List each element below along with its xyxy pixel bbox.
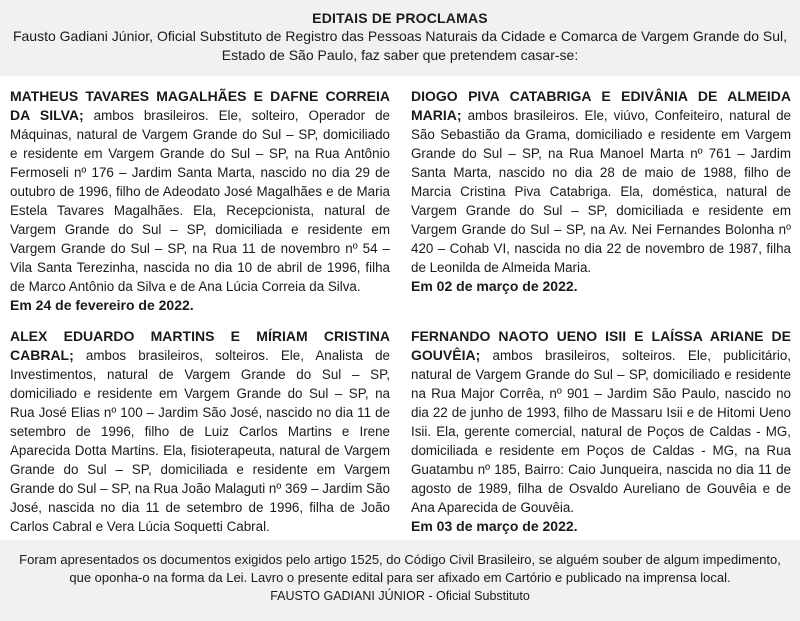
- edital-body: ambos brasileiros, solteiros. Ele, publicitário, natural de Vargem Grande do Sul – SP, domiciliado e residente na Rua Major Corrêa, nº 901 – Jardim São Paulo, nascido no dia 22 de junho de 1993, filho de Massaru Isii e de Hitomi Ueno Isii. Ela, gerente comercial, natural de Poços de Caldas - MG, domiciliada e residente em Poços de Caldas - MG, na Rua Guatambu nº 185, Bairro: Caio Junqueira, nascida no dia 11 de agosto de 1989, filha de Osvaldo Aureliano de Gouvêia e de Ana Aparecida de Gouvêia.: [411, 348, 791, 515]
- edital-date: Em 03 de março de 2022.: [411, 518, 578, 534]
- edital-4: [411, 327, 791, 536]
- edital-date: Em 24 de fevereiro de 2022.: [10, 297, 194, 313]
- edital-body: ambos brasileiros, solteiros. Ele, Analista de Investimentos, natural de Vargem Grande do Sul – SP, domiciliado e residente em Vargem Grande do Sul – SP, na Rua José Elias nº 100 – Jardim São José, nascido no dia 11 de setembro de 1996, filho de Luiz Carlos Martins e Irene Aparecida Dotta Martins. Ela, fisioterapeuta, natural de Vargem Grande do Sul – SP, domiciliada e residente em Vargem Grande do Sul – SP, na Rua João Malaguti nº 369 – Jardim São José, nascida no dia 11 de setembro de 1996, filha de João Carlos Cabral e Vera Lúcia Soquetti Cabral.: [10, 348, 390, 534]
- edital-text: [10, 87, 390, 296]
- edital-3: [10, 327, 390, 555]
- footer-line-2: que oponha-o na forma da Lei. Lavro o presente edital para ser afixado em Cartório e publicado na imprensa local.: [69, 570, 731, 585]
- footer-band: [0, 540, 800, 621]
- edital-body: ambos brasileiros. Ele, solteiro, Operador de Máquinas, natural de Vargem Grande do Sul – SP, domiciliado e residente em Vargem Grande do Sul – SP, na Rua Antônio Fermoseli nº 176 – Jardim Santa Marta, nascido no dia 29 de outubro de 1996, filho de Adeodato José Magalhães e de Maria Estela Tavares Magalhães. Ela, Recepcionista, natural de Vargem Grande do Sul – SP, domiciliada e residente em Vargem Grande do Sul – SP, na Rua 11 de novembro nº 54 – Vila Santa Terezinha, nascida no dia 10 de abril de 1996, filha de Marco Antônio da Silva e de Ana Lúcia Correia da Silva.: [10, 108, 391, 294]
- edital-text: [10, 327, 390, 536]
- couple-names: MATHEUS TAVARES MAGALHÃES E DAFNE CORREIA DA SILVA;: [10, 88, 390, 123]
- footer-signature: FAUSTO GADIANI JÚNIOR - Oficial Substituto: [270, 589, 530, 603]
- edital-text: [411, 327, 791, 517]
- couple-names: FERNANDO NAOTO UENO ISII E LAÍSSA ARIANE DE GOUVÊIA;: [411, 328, 791, 363]
- couple-names: ALEX EDUARDO MARTINS E MÍRIAM CRISTINA CABRAL;: [10, 328, 390, 363]
- edital-body: ambos brasileiros. Ele, viúvo, Confeiteiro, natural de São Sebastião da Grama, domiciliado e residente em Vargem Grande do Sul – SP, na Rua Manoel Marta nº 761 – Jardim Santa Marta, nascido no dia 28 de maio de 1988, filho de Marcia Cristina Piva Catabriga. Ela, doméstica, natural de Vargem Grande do Sul – SP, domiciliada e residente em Vargem Grande do Sul – SP, na Av. Nei Fernandes Bolonha nº 420 – Cohab VI, nascida no dia 22 de novembro de 1987, filha de Leonilda de Almeida Maria.: [411, 108, 791, 275]
- page-title: EDITAIS DE PROCLAMAS: [312, 10, 488, 26]
- couple-names: DIOGO PIVA CATABRIGA E EDIVÂNIA DE ALMEIDA MARIA;: [411, 88, 791, 123]
- edital-date: Em 02 de março de 2022.: [411, 278, 578, 294]
- edital-2: [411, 87, 791, 296]
- intro-text: Fausto Gadiani Júnior, Oficial Substituto de Registro das Pessoas Naturais da Cidade e Comarca de Vargem Grande do Sul, Estado de São Paulo, faz saber que pretendem casar-se:: [12, 28, 788, 63]
- footer-line-1: Foram apresentados os documentos exigidos pelo artigo 1525, do Código Civil Brasileiro, se alguém souber de algum impedimento,: [19, 552, 781, 567]
- header-band: [0, 0, 800, 76]
- edital-text: [411, 87, 791, 277]
- edital-1: [10, 87, 390, 315]
